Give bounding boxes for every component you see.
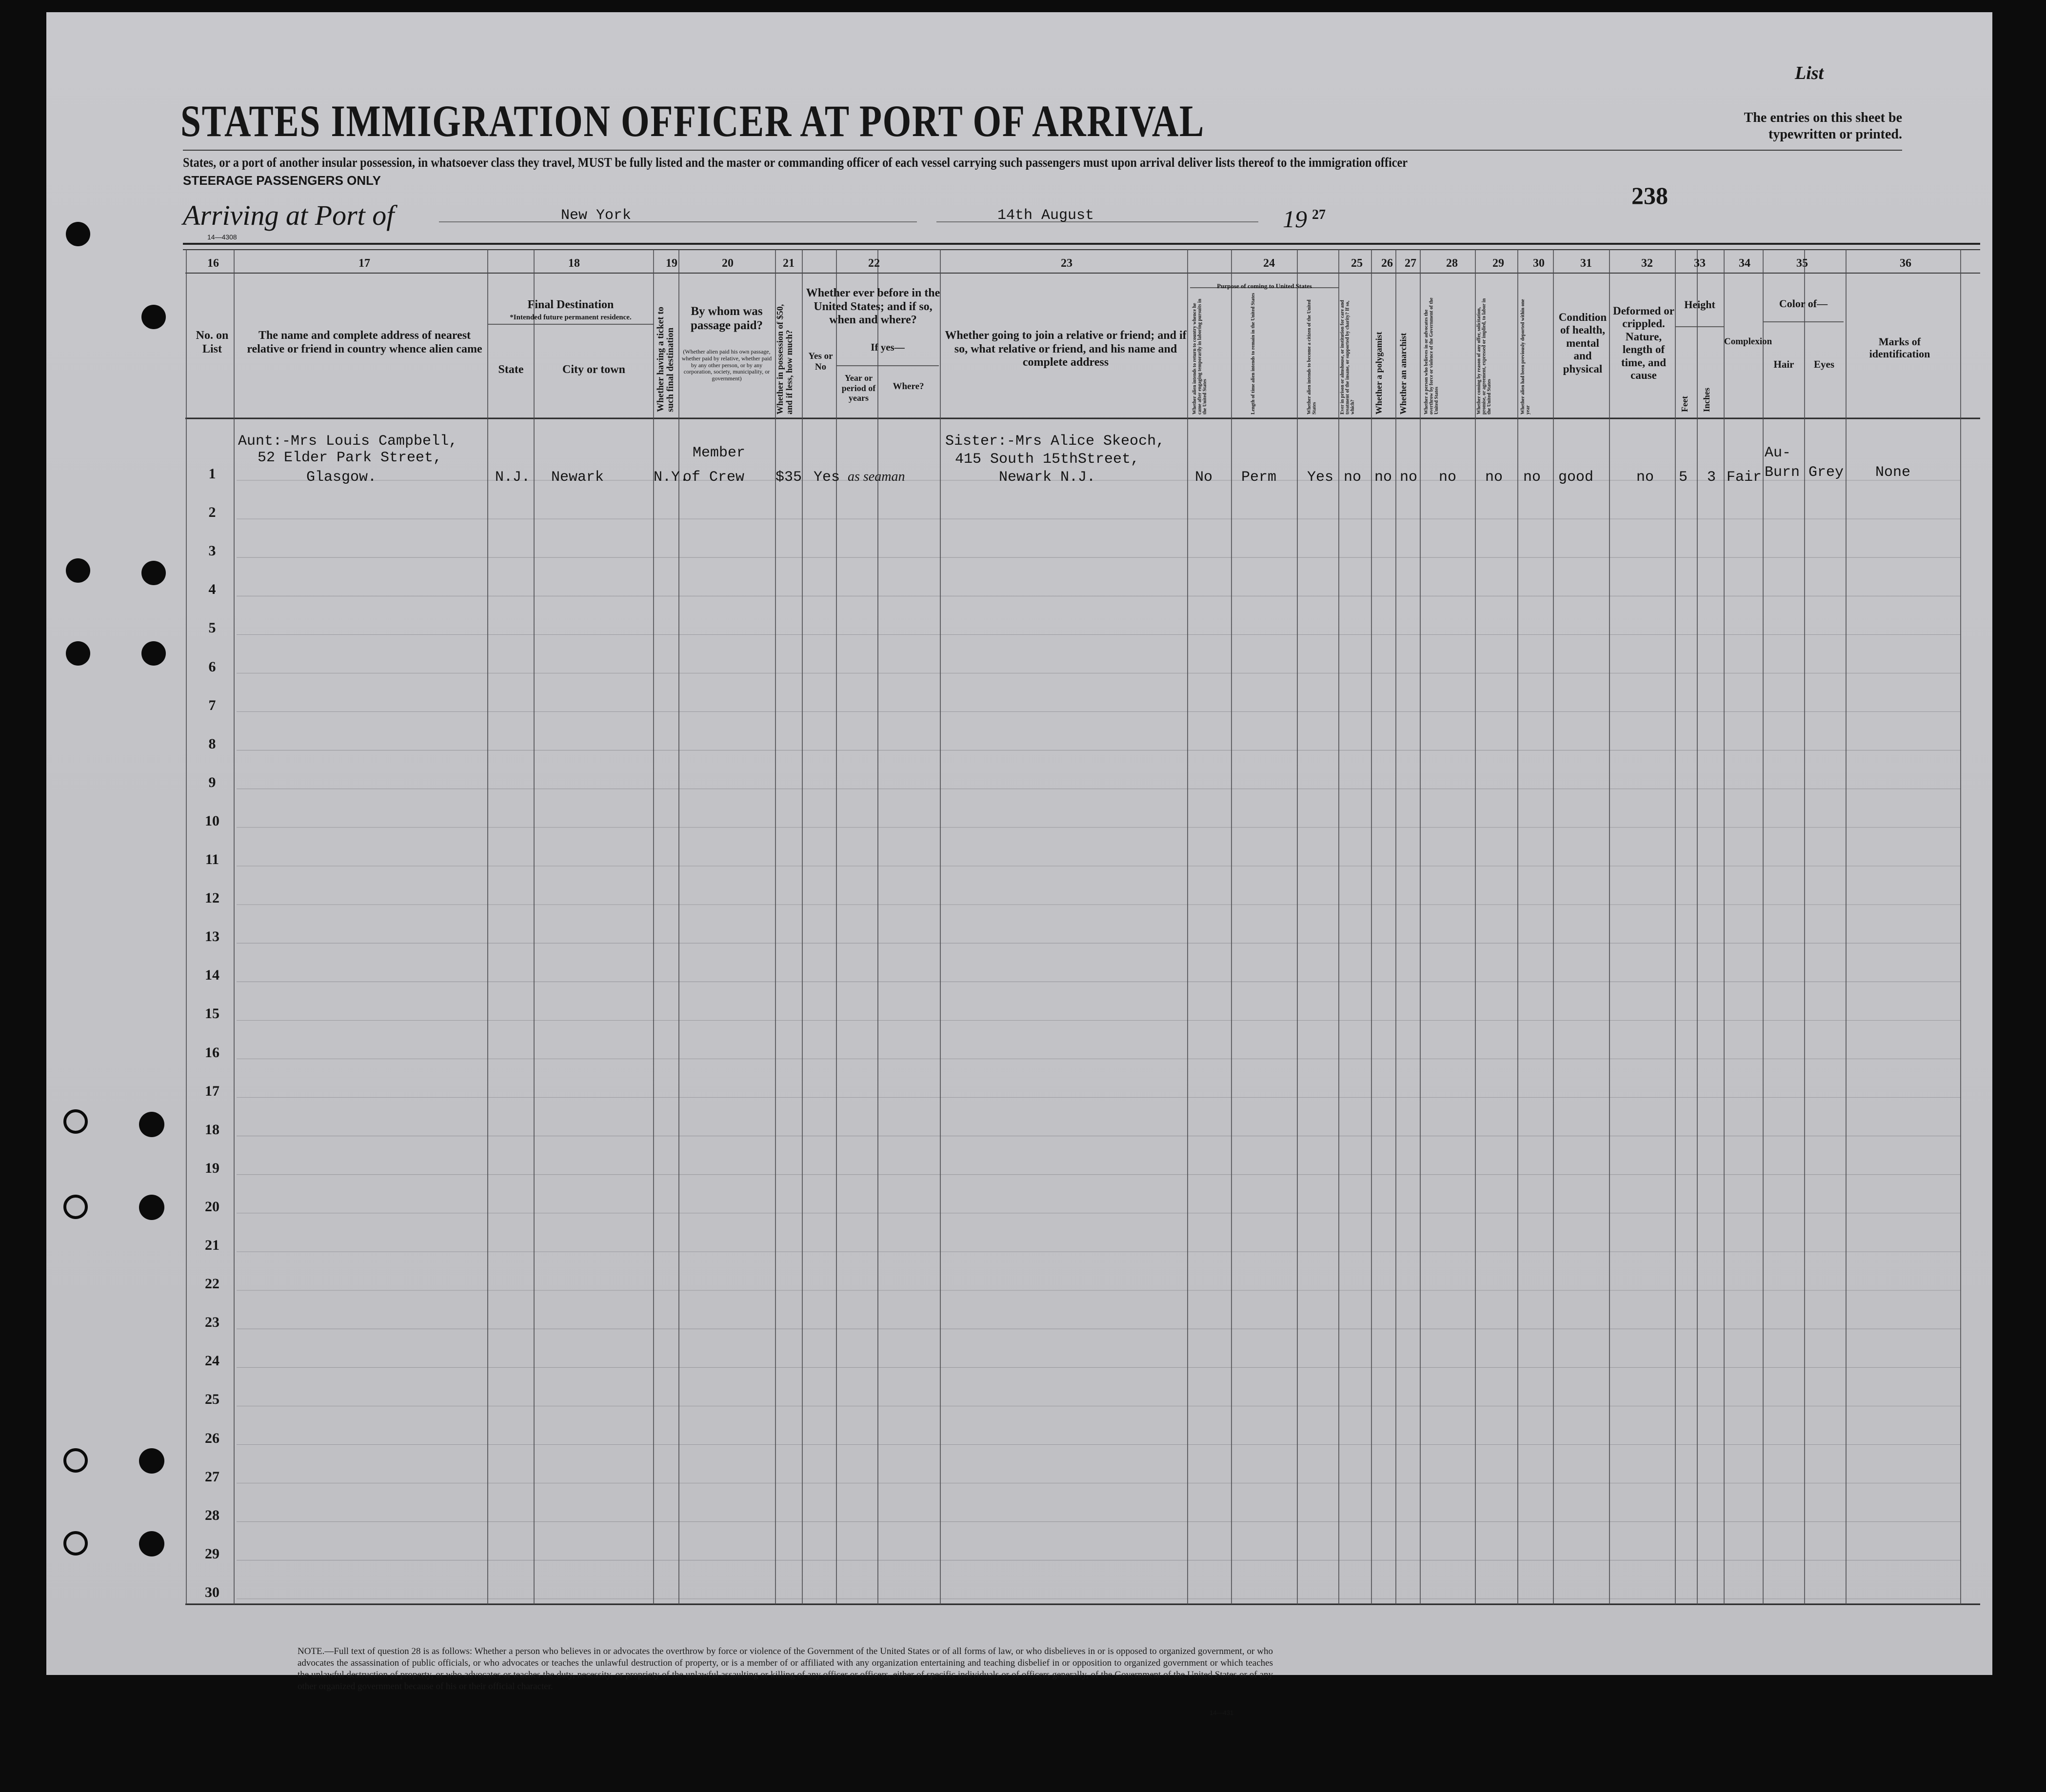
entry-state: N.J. — [495, 469, 531, 486]
column-number: 25 — [1351, 257, 1363, 270]
form-code: 14—4308 — [207, 233, 237, 241]
entry-feet: 5 — [1679, 469, 1688, 486]
row-number: 4 — [208, 581, 216, 598]
row-number: 23 — [205, 1314, 219, 1331]
column-number: 27 — [1405, 257, 1416, 270]
row-number: 3 — [208, 543, 216, 559]
row-number: 18 — [205, 1121, 219, 1138]
header-by-whom-note: (Whether alien paid his own passage, whether paid by relative, whether paid by any other person, or by any corporation, society, municipality, or government) — [681, 348, 772, 382]
header-inches: Inches — [1702, 387, 1711, 412]
entry-money: $35 — [775, 469, 802, 486]
entry-deported: no — [1523, 469, 1541, 486]
entry-deformed: no — [1636, 469, 1654, 486]
relative-line1: Aunt:-Mrs Louis Campbell, — [238, 433, 458, 450]
punch-hole — [66, 641, 90, 666]
entry-marks: None — [1875, 464, 1911, 481]
punch-hole — [139, 1195, 164, 1220]
column-number: 18 — [568, 257, 580, 270]
row-number: 19 — [205, 1160, 219, 1176]
column-number: 17 — [358, 257, 370, 270]
footer-code: 14—431 — [1210, 1709, 1234, 1716]
header-where: Where? — [893, 381, 924, 392]
punch-hole — [63, 1531, 88, 1556]
row-number: 5 — [208, 620, 216, 636]
header-eyes: Eyes — [1814, 358, 1834, 370]
row-number: 22 — [205, 1276, 219, 1292]
column-number: 33 — [1694, 257, 1706, 270]
header-deformed: Deformed or crippled. Nature, length of time, and cause — [1613, 305, 1674, 382]
row-number: 17 — [205, 1083, 219, 1099]
entry-city: Newark — [551, 469, 604, 486]
entry-eyes: Grey — [1808, 464, 1844, 481]
header-condition: Condition of health, mental and physical — [1558, 311, 1607, 375]
column-number: 20 — [722, 257, 734, 270]
column-number: 32 — [1641, 257, 1653, 270]
header-nearest-relative: The name and complete address of nearest relative or friend in country whence alien came — [247, 329, 482, 355]
sheet-number: 238 — [1631, 182, 1668, 209]
header-overthrow: Whether a person who believes in or advocates the overthrow by force or violence of the Government of the United States — [1424, 297, 1439, 414]
header-by-whom: By whom was passage paid? — [691, 305, 763, 332]
row-number: 27 — [205, 1468, 219, 1485]
header-marks: Marks of identification — [1869, 335, 1930, 360]
column-number: 31 — [1580, 257, 1592, 270]
column-number: 29 — [1492, 257, 1504, 270]
header-color-of: Color of— — [1779, 297, 1828, 310]
column-number: 30 — [1533, 257, 1545, 270]
row-number: 11 — [205, 851, 219, 867]
subtitle: States, or a port of another insular possession, in whatsoever class they travel, MUST be fully listed and the master or commanding officer of each vessel carrying such passengers must upon arrival deliver lists thereof to the immigration officer — [183, 155, 1408, 170]
column-number: 35 — [1796, 257, 1808, 270]
joining-line1: Sister:-Mrs Alice Skeoch, — [945, 433, 1165, 450]
entry-been-before-note: as seaman — [848, 469, 905, 484]
row-number: 30 — [205, 1584, 219, 1600]
punch-hole — [66, 222, 90, 246]
date-value: 14th August — [997, 207, 1094, 224]
header-city: City or town — [562, 363, 625, 376]
entry-been-before: Yes — [814, 469, 840, 486]
entry-overthrow: no — [1439, 469, 1457, 486]
year-prefix: 19 — [1283, 205, 1307, 233]
header-purpose-a: Whether alien intends to return to country whence he came after engaging temporarily in laboring pursuits in the United States — [1192, 298, 1208, 414]
row-number: 21 — [205, 1237, 219, 1253]
entry-prison: no — [1344, 469, 1362, 486]
row-number: 24 — [205, 1353, 219, 1369]
row-number: 25 — [205, 1391, 219, 1408]
header-purpose: Purpose of coming to United States — [1217, 282, 1312, 290]
header-ticket: Whether having a ticket to such final destination — [656, 306, 675, 412]
row-number: 10 — [205, 812, 219, 829]
row-number: 7 — [208, 697, 216, 713]
header-purpose-b: Length of time alien intends to remain in the United States — [1251, 293, 1256, 414]
header-hair: Hair — [1773, 358, 1794, 370]
row-number: 15 — [205, 1005, 219, 1022]
row-number: 6 — [208, 658, 216, 675]
column-number: 16 — [207, 257, 219, 270]
header-joining: Whether going to join a relative or friend; and if so, what relative or friend, and his name and complete address — [945, 329, 1187, 369]
header-prison: Ever in prison or almshouse, or institution for care and treatment of the insane, or supported by charity? If so, which? — [1340, 300, 1355, 414]
punch-hole — [139, 1531, 164, 1556]
entry-paid-line2: of Crew — [683, 469, 745, 486]
entry-length: Perm — [1241, 469, 1277, 486]
header-yes-no: Yes or No — [808, 351, 833, 372]
column-number: 22 — [868, 257, 880, 270]
column-number: 23 — [1061, 257, 1073, 270]
column-number: 19 — [666, 257, 677, 270]
corner-list-label: List — [1795, 63, 1824, 83]
punch-hole — [139, 1448, 164, 1474]
column-number: 26 — [1381, 257, 1393, 270]
entry-complexion: Fair — [1727, 469, 1762, 486]
column-number: 21 — [783, 257, 795, 270]
header-no-on-list: No. on List — [196, 329, 229, 355]
header-anarchist: Whether an anarchist — [1398, 333, 1408, 414]
row-number: 12 — [205, 890, 219, 906]
header-deported: Whether alien had been previously deported within one year — [1520, 299, 1531, 414]
header-money: Whether in possession of $50, and if less, how much? — [775, 304, 794, 414]
row-number: 2 — [208, 504, 216, 521]
header-if-yes: If yes— — [871, 341, 905, 353]
punch-hole — [63, 1448, 88, 1473]
row-number: 8 — [208, 735, 216, 752]
entry-ticket: N.Y. — [654, 469, 689, 486]
row-number: 16 — [205, 1044, 219, 1061]
punch-hole — [139, 1112, 164, 1137]
punch-hole — [141, 561, 166, 585]
relative-line2: 52 Elder Park Street, — [258, 450, 442, 466]
entry-polygamist: no — [1374, 469, 1392, 486]
header-contract: Whether coming by reason of any offer, solicitation, promise, or agreement, expressed or implied, to labor in the United States — [1476, 298, 1492, 414]
punch-hole — [141, 305, 166, 329]
entry-inches: 3 — [1707, 469, 1716, 486]
entry-anarchist: no — [1400, 469, 1418, 486]
header-height: Height — [1684, 298, 1715, 311]
column-number: 34 — [1739, 257, 1750, 270]
header-purpose-c: Whether alien intends to become a citizen of the United States — [1307, 299, 1317, 414]
header-complexion: Complexion — [1724, 336, 1772, 347]
page-title: STATES IMMIGRATION OFFICER AT PORT OF ARRIVAL — [180, 96, 1205, 146]
entry-hair-line2: Burn — [1765, 464, 1800, 481]
entry-citizen: Yes — [1307, 469, 1334, 486]
entry-paid-line1: Member — [693, 445, 746, 461]
row-number: 29 — [205, 1545, 219, 1562]
header-polygamist: Whether a polygamist — [1374, 332, 1384, 414]
header-ever-before: Whether ever before in the United States; and if so, when and where? — [806, 287, 940, 327]
punch-hole — [63, 1195, 88, 1219]
header-state: State — [498, 363, 524, 376]
row-number: 28 — [205, 1507, 219, 1523]
entry-return: No — [1195, 469, 1213, 486]
column-number: 36 — [1900, 257, 1911, 270]
port-value: New York — [561, 207, 632, 224]
header-final-destination-note: *Intended future permanent residence. — [510, 314, 632, 321]
joining-line3: Newark N.J. — [999, 469, 1096, 486]
footer-note: NOTE.—Full text of question 28 is as follows: Whether a person who believes in or advocates the overthrow by force or violence of the Government of the United States or of all forms of law, or who disbelieves in or is opposed to organized government, or who advocates the assassination of public officials, or who advocates or teaches the unlawful destruction of property, or is a member of or affiliated with any organization entertaining and teaching disbelief in or opposition to organized government or which teaches the unlawful destruction of property, or who advocates or teaches the duty, necessity, or propriety of the unlawful assaulting or killing of any officer or officers, either of specific individuals or of officers generally, of the Government of the United States or of any other organized government because of his or their official character. — [298, 1646, 1273, 1692]
joining-line2: 415 South 15thStreet, — [955, 451, 1140, 468]
arriving-label: Arriving at Port of — [183, 199, 395, 231]
column-number: 28 — [1446, 257, 1458, 270]
entries-note: The entries on this sheet be typewritten or printed. — [1744, 110, 1902, 142]
entry-hair-line1: Au- — [1765, 445, 1791, 461]
row-number: 20 — [205, 1198, 219, 1215]
steerage-label: STEERAGE PASSENGERS ONLY — [183, 173, 381, 188]
row-number: 26 — [205, 1430, 219, 1446]
relative-line3: Glasgow. — [306, 469, 377, 486]
header-final-destination: Final Destination — [527, 298, 614, 311]
punch-hole — [63, 1109, 88, 1134]
year-suffix: 27 — [1312, 207, 1326, 222]
punch-hole — [66, 558, 90, 583]
header-feet: Feet — [1680, 396, 1689, 412]
row-number: 9 — [208, 774, 216, 790]
row-number: 13 — [205, 928, 219, 945]
punch-hole — [141, 641, 166, 666]
row-number: 1 — [208, 466, 216, 482]
row-number: 14 — [205, 967, 219, 984]
column-number: 24 — [1263, 257, 1275, 270]
header-year-period: Year or period of years — [841, 373, 876, 403]
entry-contract: no — [1485, 469, 1503, 486]
entry-health: good — [1558, 469, 1594, 486]
